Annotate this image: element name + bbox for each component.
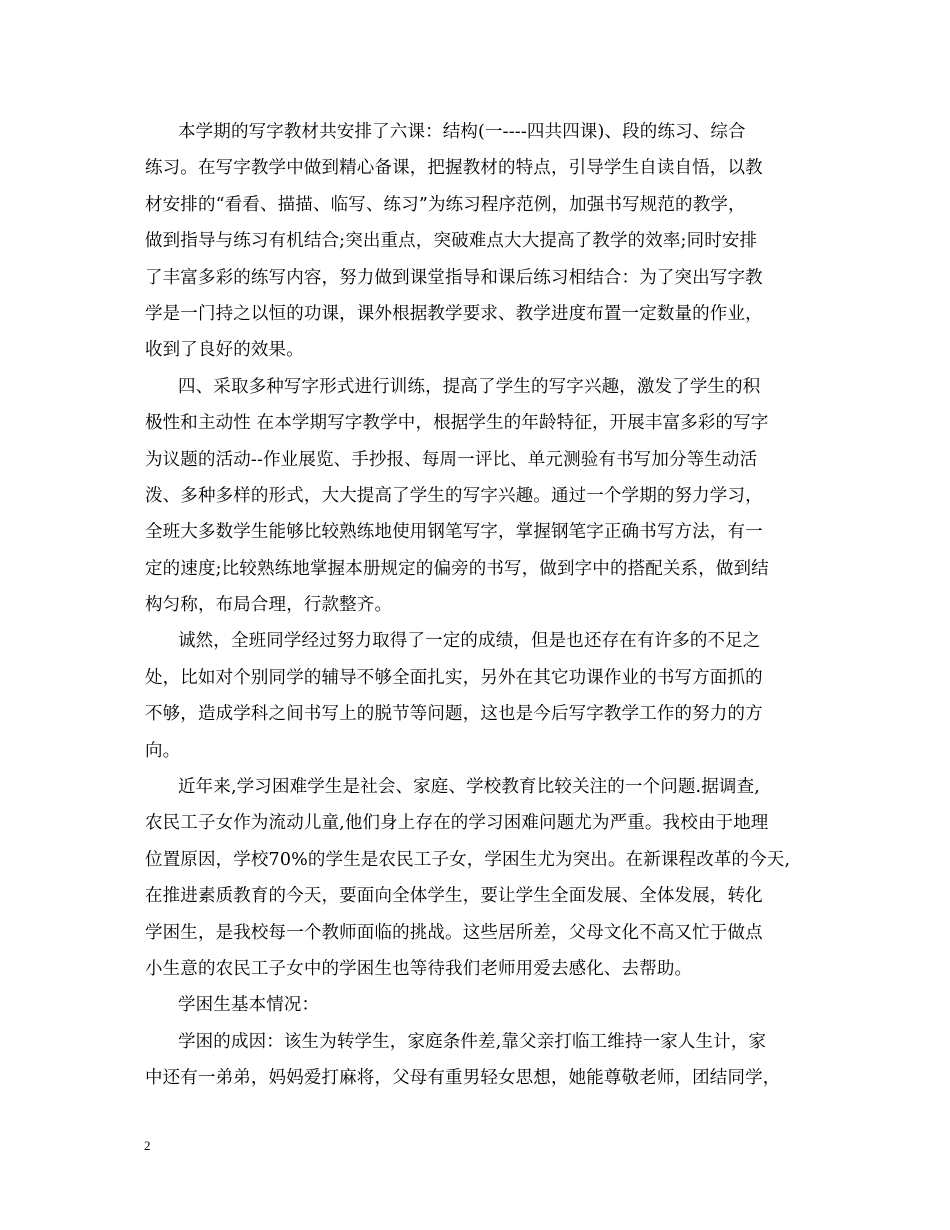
text-line: 学是一门持之以恒的功课，课外根据教学要求、教学进度布置一定数量的作业， (145, 303, 763, 324)
text-line: 学困生基本情况： (178, 995, 320, 1016)
text-line: 近年来,学习困难学生是社会、家庭、学校教育比较关注的一个问题.据调查, (178, 777, 760, 798)
text-line: 做到指导与练习有机结合;突出重点，突破难点大大提高了教学的效率;同时安排 (145, 231, 758, 252)
text-line: 收到了良好的效果。 (145, 340, 304, 361)
text-line: 不够，造成学科之间书写上的脱节等问题，这也是今后写字教学工作的努力的方 (145, 704, 763, 725)
text-line: 本学期的写字教材共安排了六课：结构(一----四共四课)、段的练习、综合 (178, 122, 746, 142)
text-line: 诚然，全班同学经过努力取得了一定的成绩，但是也还存在有许多的不足之 (178, 631, 761, 652)
text-line: 学困的成因：该生为转学生，家庭条件差,靠父亲打临工维持一家人生计，家 (178, 1031, 767, 1052)
text-line: 练习。在写字教学中做到精心备课，把握教材的特点，引导学生自读自悟，以教 (145, 158, 763, 179)
text-line: 处，比如对个别同学的辅导不够全面扎实，另外在其它功课作业的书写方面抓的 (145, 667, 763, 688)
text-line: 全班大多数学生能够比较熟练地使用钢笔写字，掌握钢笔字正确书写方法，有一 (145, 522, 763, 543)
text-line: 极性和主动性 在本学期写字教学中，根据学生的年龄特征，开展丰富多彩的写字 (145, 413, 769, 434)
text-line: 了丰富多彩的练写内容，努力做到课堂指导和课后练习相结合：为了突出写字教 (145, 267, 763, 288)
page-number: 2 (144, 1138, 151, 1153)
text-line: 材安排的“看看、描描、临写、练习”为练习程序范例，加强书写规范的教学， (145, 194, 746, 215)
text-line: 构匀称，布局合理，行款整齐。 (145, 595, 393, 616)
text-line: 在推进素质教育的今天，要面向全体学生，要让学生全面发展、全体发展，转化 (145, 886, 763, 907)
text-line: 中还有一弟弟，妈妈爱打麻将，父母有重男轻女思想，她能尊敬老师，团结同学， (145, 1068, 781, 1089)
text-line: 四、采取多种写字形式进行训练，提高了学生的写字兴趣，激发了学生的积 (178, 376, 761, 397)
text-line: 向。 (145, 740, 181, 761)
text-line: 农民工子女作为流动儿童,他们身上存在的学习困难问题尤为严重。我校由于地理 (145, 813, 769, 834)
text-line: 位置原因，学校70%的学生是农民工子女，学困生尤为突出。在新课程改革的今天, (145, 849, 791, 870)
text-line: 学困生，是我校每一个教师面临的挑战。这些居所差，父母文化不高又忙于做点 (145, 922, 763, 943)
document-body (145, 114, 835, 1097)
text-line: 泼、多种多样的形式，大大提高了学生的写字兴趣。通过一个学期的努力学习， (145, 485, 763, 506)
text-line: 定的速度;比较熟练地掌握本册规定的偏旁的书写，做到字中的搭配关系，做到结 (145, 558, 769, 579)
text-line: 小生意的农民工子女中的学困生也等待我们老师用爱去感化、去帮助。 (145, 958, 693, 979)
text-line: 为议题的活动--作业展览、手抄报、每周一评比、单元测验有书写加分等生动活 (145, 449, 758, 470)
